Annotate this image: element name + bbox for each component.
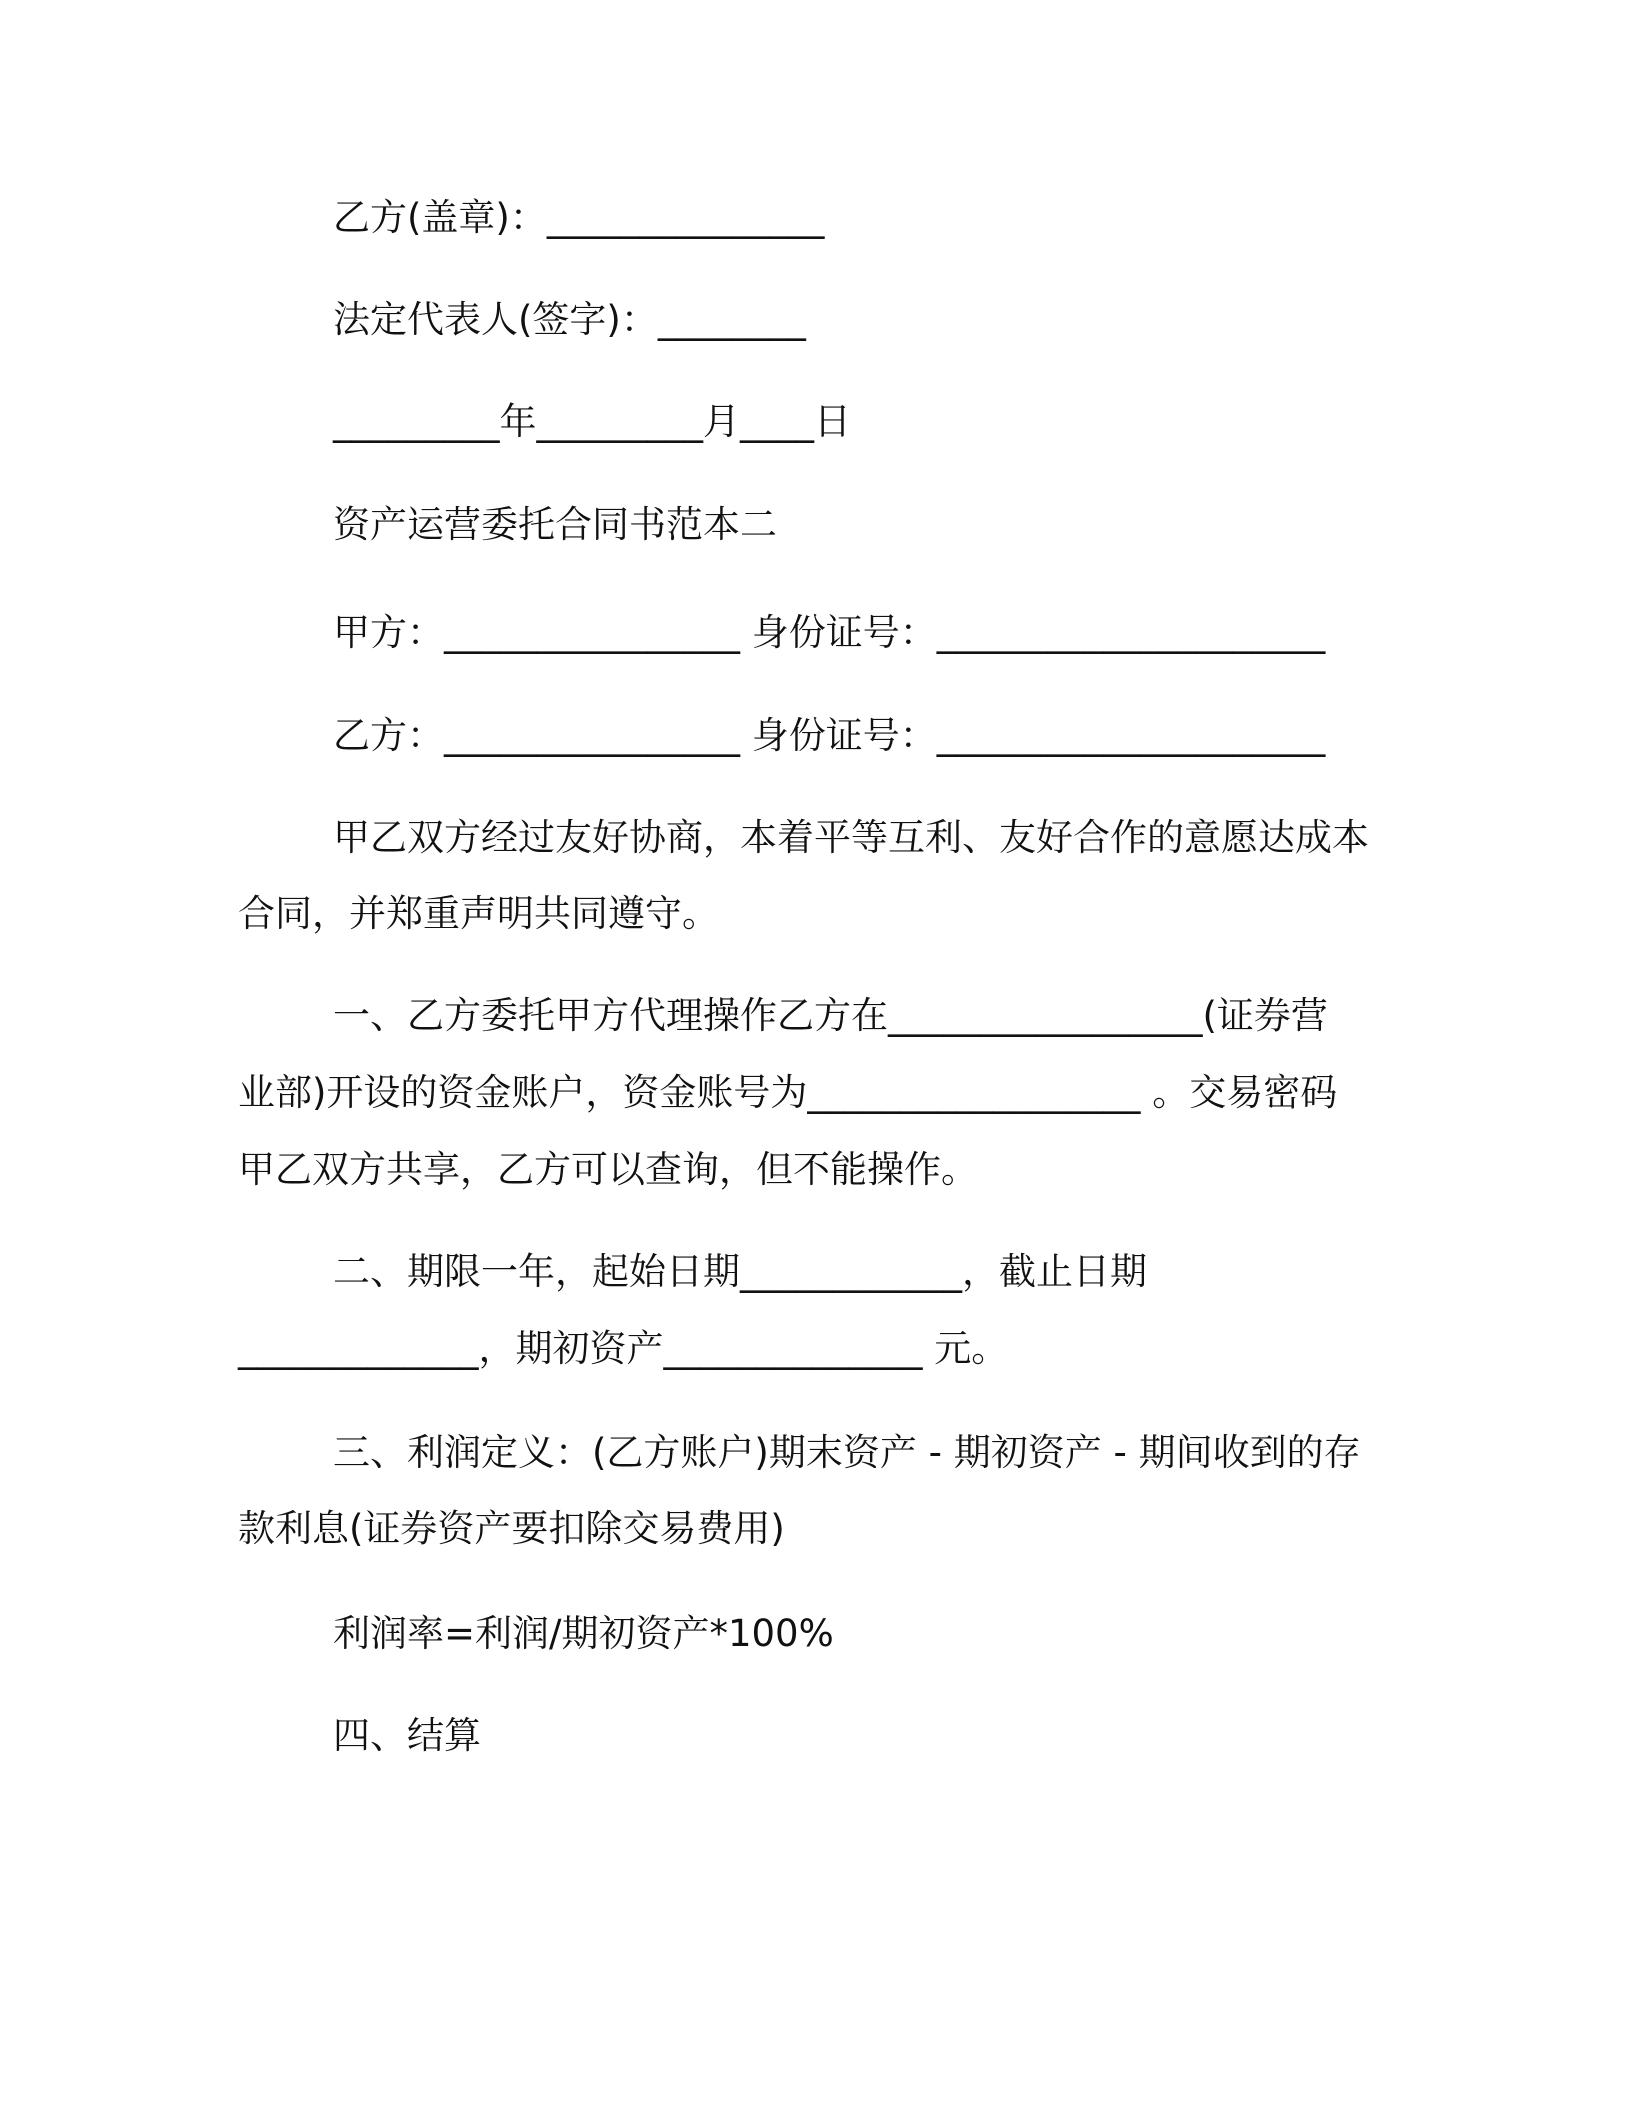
clause-2-line-1: 二、期限一年，起始日期____________，截止日期 [333,1250,1147,1293]
date-line: _________年_________月____日 [333,400,851,443]
clause-4-heading: 四、结算 [333,1714,481,1757]
party-b-seal-line: 乙方(盖章)：_______________ [333,196,825,239]
document-title: 资产运营委托合同书范本二 [333,503,777,546]
clause-1-line-3: 甲乙双方共享，乙方可以查询，但不能操作。 [238,1148,978,1191]
intro-paragraph-line-2: 合同，并郑重声明共同遵守。 [238,892,719,935]
clause-1-line-2: 业部)开设的资金账户，资金账号为__________________ 。交易密码 [238,1071,1338,1114]
clause-2-line-2: _____________，期初资产______________ 元。 [238,1327,1009,1370]
intro-paragraph-line-1: 甲乙双方经过友好协商，本着平等互利、友好合作的意愿达成本 [333,816,1369,859]
profit-rate-formula: 利润率=利润/期初资产*100% [333,1612,834,1655]
clause-3-line-2: 款利息(证券资产要扣除交易费用) [238,1507,785,1550]
clause-3-line-1: 三、利润定义：(乙方账户)期末资产 - 期初资产 - 期间收到的存 [333,1431,1361,1474]
clause-1-line-1: 一、乙方委托甲方代理操作乙方在_________________(证券营 [333,994,1328,1037]
legal-representative-line: 法定代表人(签字)：________ [333,298,806,341]
party-a-line: 甲方：________________ 身份证号：_____________________ [333,611,1326,654]
party-b-line: 乙方：________________ 身份证号：_____________________ [333,714,1326,757]
